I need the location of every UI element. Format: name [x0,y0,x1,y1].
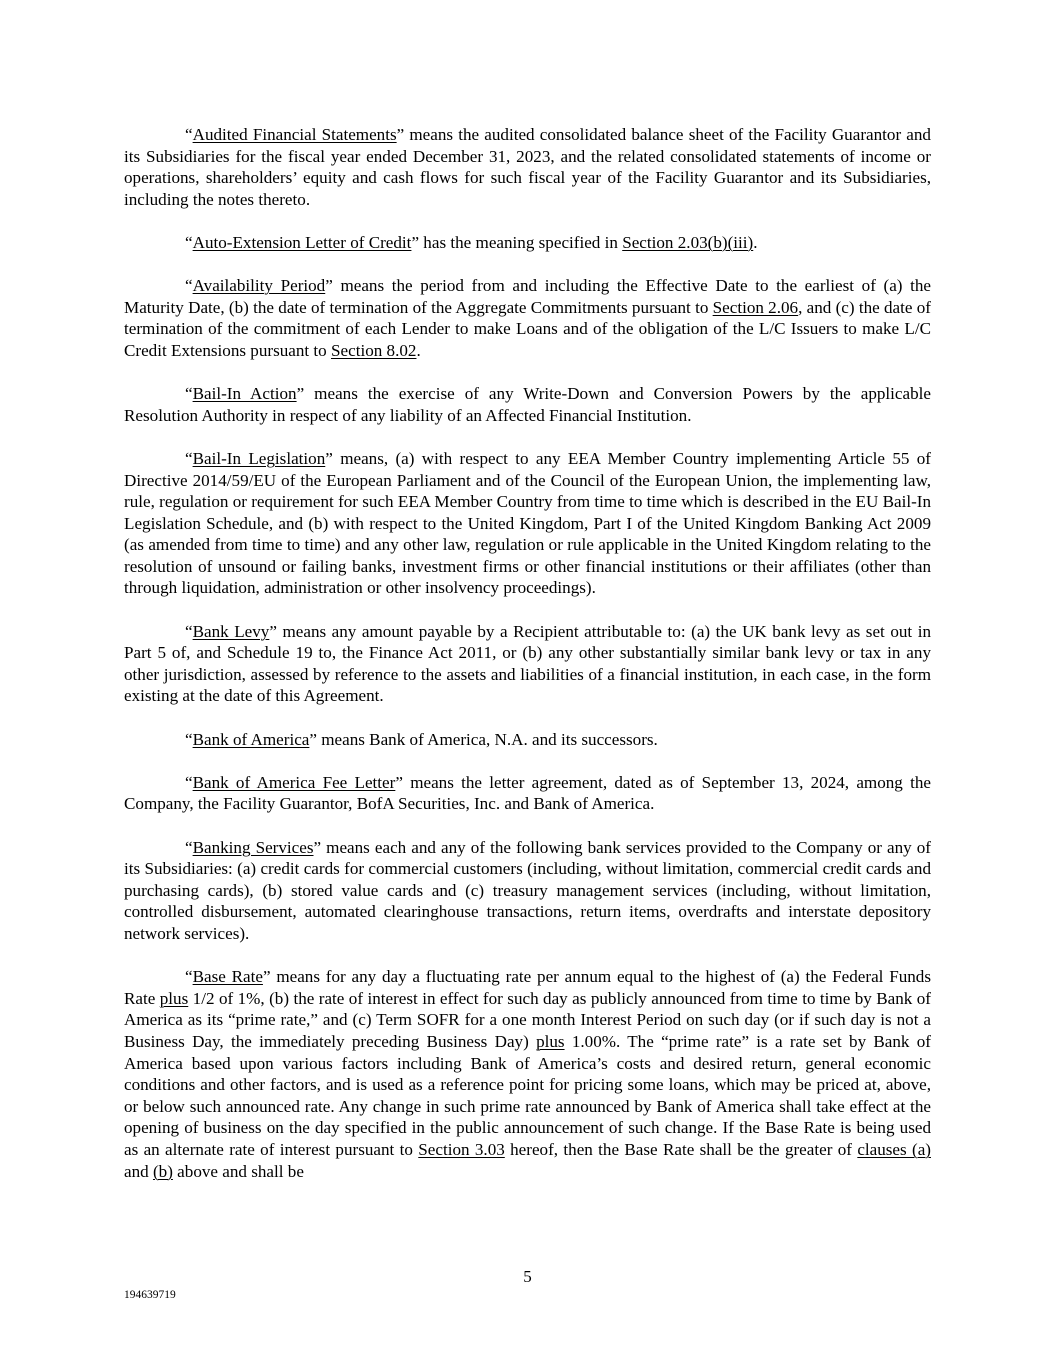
defined-term: Audited Financial Statements [192,125,397,144]
clause-reference: (b) [152,1161,173,1181]
definition-bank-levy: “Bank Levy” means any amount payable by a Recipient attributable to: (a) the UK bank levy as set out in Part 5 of, and Schedule 19 to, the Finance Act 2011, or (b) any other substantially similar bank levy or tax in any other jurisdiction, assessed by reference to the assets and liabilities of a financial institution, in each case, in the form existing at the date of this Agreement. [124,621,931,706]
definition-availability-period: “Availability Period” means the period from and including the Effective Date to the earliest of (a) the Maturity Date, (b) the date of termination of the Aggregate Commitments pursuant to Section 2.06, and (c) the date of termination of the commitment of each Lender to make Loans and of the obligation of the L/C Issuers to make L/C Credit Extensions pursuant to Section 8.02. [124,276,931,360]
document-id: 194639719 [124,1289,176,1301]
definition-bank-of-america-fee-letter: “Bank of America Fee Letter” means the letter agreement, dated as of September 13, 2024, among the Company, the Facility Guarantor, BofA Securities, Inc. and Bank of America. [124,772,931,814]
definition-base-rate: “Base Rate” means for any day a fluctuating rate per annum equal to the highest of (a) the Federal Funds Rate plus 1/2 of 1%, (b) the rate of interest in effect for such day as publicly announced from time to time by Bank of America as its “prime rate,” and (c) Term SOFR for a one month Interest Period on such day (or if such day is not a Business Day, the immediately preceding Business Day) plus 1.00%. The “prime rate” is a rate set by Bank of America based upon various factors including Bank of America’s costs and desired return, general economic conditions and other factors, and is used as a reference point for pricing some loans, which may be priced at, above, or below such announced rate. Any change in such prime rate announced by Bank of America shall take effect at the opening of business on the day specified in the public announcement of such change. If the Base Rate is being used as an alternate rate of interest pursuant to Section 3.03 hereof, then the Base Rate shall be the greater of clauses (a) and (b) above and shall be [124,967,931,1181]
definition-bank-of-america: “Bank of America” means Bank of America, N.A. and its successors. [185,729,658,749]
defined-term: Bank Levy [192,621,270,641]
definition-bail-in-legislation: “Bail-In Legislation” means, (a) with respect to any EEA Member Country implementing Article 55 of Directive 2014/59/EU of the European Parliament and of the Council of the European Union, the implementing law, rule, regulation or requirement for such EEA Member Country from time to time which is described in the EU Bail-In Legislation Schedule, and (b) with respect to the United Kingdom, Part I of the United Kingdom Banking Act 2009 (as amended from time to time) and any other law, regulation or rule applicable in the United Kingdom relating to the resolution of unsound or failing banks, investment firms or other financial institutions or their affiliates (other than through liquidation, administration or other insolvency proceedings). [124,448,931,598]
clause-reference: clauses (a) [857,1139,931,1159]
emphasis-plus: plus [536,1031,565,1051]
definition-banking-services: “Banking Services” means each and any of the following bank services provided to the Company or any of its Subsidiaries: (a) credit cards for commercial customers (including, without limitation, commercial credit cards and purchasing cards), (b) stored value cards and (c) treasury management services (including, without limitation, controlled disbursement, automated clearinghouse transactions, return items, overdrafts and interstate depository network services). [124,837,931,943]
section-reference: Section 8.02 [331,340,417,360]
defined-term: Bail-In Action [192,384,297,404]
defined-term: Bail-In Legislation [192,448,326,468]
page-number: 5 [523,1267,532,1286]
section-reference: Section 2.03(b)(iii) [622,232,754,252]
section-reference: Section 2.06 [712,297,799,317]
defined-term: Availability Period [192,276,326,296]
defined-term: Base Rate [192,967,263,987]
defined-term: Bank of America Fee Letter [192,772,396,792]
defined-term: Auto-Extension Letter of Credit [192,232,412,252]
section-reference: Section 3.03 [418,1139,505,1159]
definition-audited-financial-statements: “Audited Financial Statements” means the audited consolidated balance sheet of the Facility Guarantor and its Subsidiaries for the fiscal year ended December 31, 2023, and the related consolidated statements of income or operations, shareholders’ equity and cash flows for such fiscal year of the Facility Guarantor and its Subsidiaries, including the notes thereto. [124,125,931,209]
definition-auto-extension-letter-of-credit: “Auto-Extension Letter of Credit” has the meaning specified in Section 2.03(b)(iii). [185,232,758,252]
document-body [124,124,931,1204]
defined-term: Banking Services [192,837,314,857]
definition-bail-in-action: “Bail-In Action” means the exercise of any Write-Down and Conversion Powers by the applicable Resolution Authority in respect of any liability of an Affected Financial Institution. [124,384,931,425]
defined-term: Bank of America [192,729,310,749]
emphasis-plus: plus [159,988,189,1008]
